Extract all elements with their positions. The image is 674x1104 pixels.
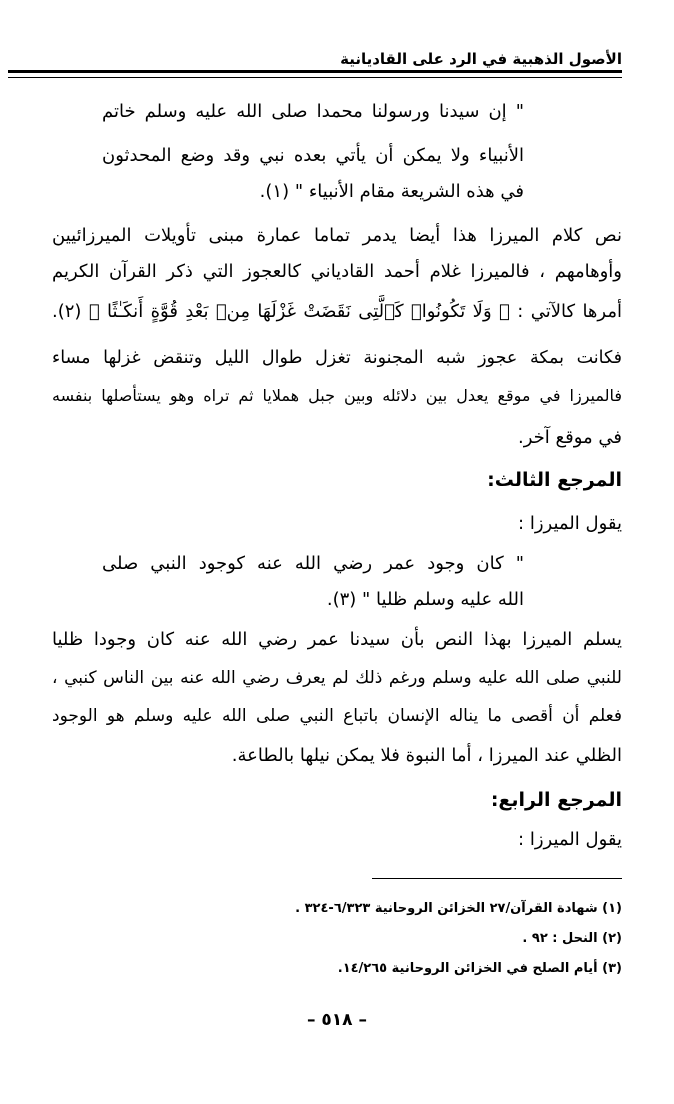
section-heading-fourth: المرجع الرابع:	[490, 789, 622, 811]
paragraph-line: وأوهامهم ، فالميرزا غلام أحمد القادياني كالعجوز التي ذكر القرآن الكريم	[52, 261, 622, 282]
quran-verse-line: أمرها كالآتي : ﴿ وَلَا تَكُونُوا۟ كَٱلَّتِى نَقَضَتْ غَزْلَهَا مِنۢ بَعْدِ قُوَّةٍ أَنكَـٰثًا ﴾ (٢).	[52, 301, 622, 322]
paragraph-line: يقول الميرزا :	[518, 513, 622, 534]
paragraph-line: فكانت بمكة عجوز شبه المجنونة تغزل طوال الليل وتنقض غزلها مساء	[52, 348, 622, 368]
footnote-rule	[372, 878, 622, 879]
paragraph-line: فعلم أن أقصى ما يناله الإنسان باتباع النبي صلى الله عليه وسلم هو الوجود	[52, 706, 622, 726]
quote-line-3: في هذه الشريعة مقام الأنبياء " (١).	[259, 181, 524, 202]
section-heading-third: المرجع الثالث:	[487, 469, 622, 491]
paragraph-line: فالميرزا في موقع يعدل بين دلائله وبين جبل هملايا ثم تراه وهو يستأصلها بنفسه	[52, 386, 622, 405]
paragraph-line: في موقع آخر.	[518, 427, 622, 448]
quote-line-4: " كان وجود عمر رضي الله عنه كوجود النبي صلى	[102, 553, 524, 574]
paragraph-line: يسلم الميرزا بهذا النص بأن سيدنا عمر رضي الله عنه كان وجودا ظليا	[52, 629, 622, 650]
page-number: – ٥١٨ –	[307, 1010, 367, 1030]
footnote-2: (٢) النحل : ٩٢ .	[522, 931, 622, 946]
paragraph-line: يقول الميرزا :	[518, 829, 622, 850]
quote-line-5: الله عليه وسلم ظليا " (٣).	[326, 589, 524, 610]
paragraph-line: نص كلام الميرزا هذا أيضا يدمر تماما عمارة مبنى تأويلات الميرزائيين	[52, 225, 622, 246]
paragraph-line: للنبي صلى الله عليه وسلم ورغم ذلك لم يعرف رضي الله عنه بين الناس كنبي ،	[52, 668, 622, 688]
footnote-3: (٣) أيام الصلح في الخزائن الروحانية ١٤/٢٦٥.	[337, 961, 622, 976]
running-header: الأصول الذهبية في الرد على القاديانية	[340, 50, 622, 68]
header-rule	[8, 70, 622, 78]
footnote-1: (١) شهادة القرآن/٢٧ الخزائن الروحانية ٦/٣٢٣-٣٢٤ .	[295, 901, 622, 916]
paragraph-line: الظلي عند الميرزا ، أما النبوة فلا يمكن نيلها بالطاعة.	[231, 745, 622, 766]
quote-line-1: " إن سيدنا ورسولنا محمدا صلى الله عليه وسلم خاتم	[102, 101, 524, 122]
quote-line-2: الأنبياء ولا يمكن أن يأتي بعده نبي وقد وضع المحدثون	[102, 145, 524, 166]
